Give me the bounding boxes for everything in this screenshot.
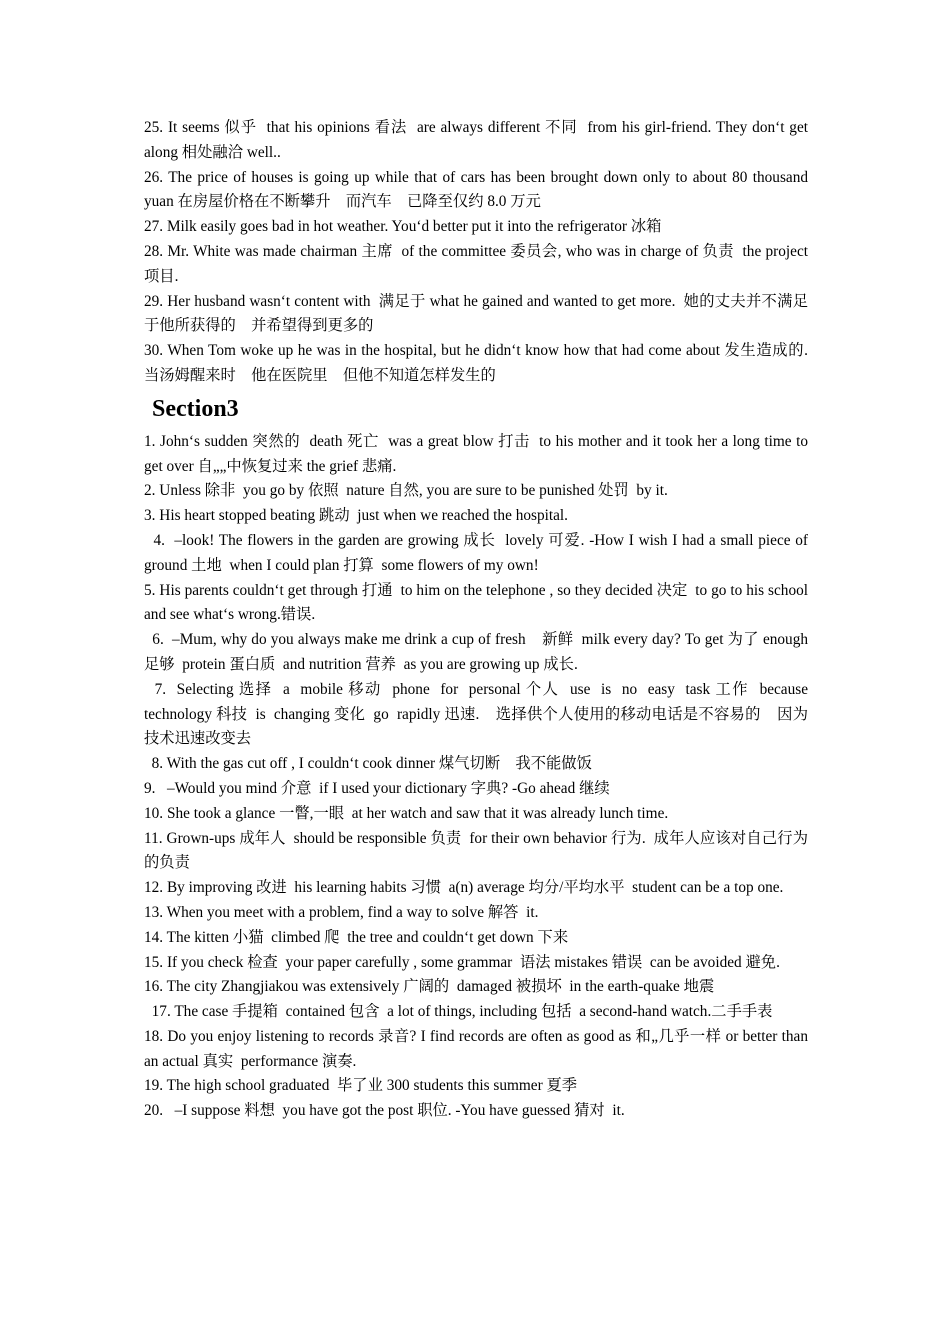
list-item: 1. John‘s sudden 突然的 death 死亡 was a great blow 打击 to his mother and it took her a long time to get over 自„„中恢复过来 the grief 悲痛. [144,432,812,475]
list-item: 12. By improving 改进 his learning habits 习惯 a(n) average 均分/平均水平 student can be a top one. [144,879,784,897]
section-heading: Section3 [152,395,239,422]
list-item: 4. –look! The flowers in the garden are growing 成长 lovely 可爱. -How I wish I had a small piece of ground 土地 when I could plan 打算 some flowers of my own! [144,531,812,574]
list-item: 9. –Would you mind 介意 if I used your dictionary 字典? -Go ahead 继续 [144,779,610,797]
list-item: 16. The city Zhangjiakou was extensively 广阔的 damaged 被损坏 in the earth-quake 地震 [144,978,715,996]
previous-items-list [144,116,812,389]
list-item: 30. When Tom woke up he was in the hospital, but he didn‘t know how that had come about 发生造成的. 当汤姆醒来时 他在医院里 但他不知道怎样发生的 [144,342,812,384]
list-item: 20. –I suppose 料想 you have got the post 职位. -You have guessed 猜对 it. [144,1102,625,1120]
list-item: 26. The price of houses is going up while that of cars has been brought down only to about 80 thousand yuan 在房屋价格在不断攀升 而汽车 已降至仅约 8.0 万元 [144,168,812,211]
list-item: 6. –Mum, why do you always make me drink a cup of fresh 新鲜 milk every day? To get 为了 enough 足够 protein 蛋白质 and nutrition 营养 as you are growing up 成长. [144,631,812,673]
list-item: 2. Unless 除非 you go by 依照 nature 自然, you are sure to be punished 处罚 by it. [144,482,668,500]
list-item: 18. Do you enjoy listening to records 录音? I find records are often as good as 和„几乎一样 or better than an actual 真实 performance 演奏. [144,1027,812,1070]
list-item: 27. Milk easily goes bad in hot weather. You‘d better put it into the refrigerator 冰箱 [144,218,662,236]
list-item: 11. Grown-ups 成年人 should be responsible 负责 for their own behavior 行为. 成年人应该对自己行为的负责 [144,829,808,872]
document-page [144,116,812,1124]
list-item: 5. His parents couldn‘t get through 打通 to him on the telephone , so they decided 决定 to go to his school and see what‘s wrong.错误. [144,581,812,624]
list-item: 13. When you meet with a problem, find a way to solve 解答 it. [144,903,539,921]
list-item: 19. The high school graduated 毕了业 300 students this summer 夏季 [144,1077,578,1095]
list-item: 29. Her husband wasn‘t content with 满足于 what he gained and wanted to get more. 她的丈夫并不满足于他所获得的 并希望得到更多的 [144,292,808,335]
section3-items-list [144,430,812,1124]
list-item: 28. Mr. White was made chairman 主席 of the committee 委员会, who was in charge of 负责 the project 项目. [144,242,812,285]
list-item: 10. She took a glance 一瞥,一眼 at her watch and saw that it was already lunch time. [144,804,669,822]
list-item: 17. The case 手提箱 contained 包含 a lot of things, including 包括 a second-hand watch.二手手表 [144,1003,773,1021]
list-item: 7. Selecting 选择 a mobile 移动 phone for personal 个人 use is no easy task 工作 because technology 科技 is changing 变化 go rapidly 迅速. 选择供个人使用的移动电话是不容易的 因为技术迅速改变去 [144,680,812,748]
list-item: 15. If you check 检查 your paper carefully , some grammar 语法 mistakes 错误 can be avoided 避免. [144,953,780,971]
list-item: 3. His heart stopped beating 跳动 just when we reached the hospital. [144,507,568,525]
list-item: 8. With the gas cut off , I couldn‘t cook dinner 煤气切断 我不能做饭 [144,755,592,773]
list-item: 14. The kitten 小猫 climbed 爬 the tree and couldn‘t get down 下来 [144,928,569,946]
list-item: 25. It seems 似乎 that his opinions 看法 are always different 不同 from his girl-friend. They don‘t get along 相处融洽 well.. [144,119,812,161]
